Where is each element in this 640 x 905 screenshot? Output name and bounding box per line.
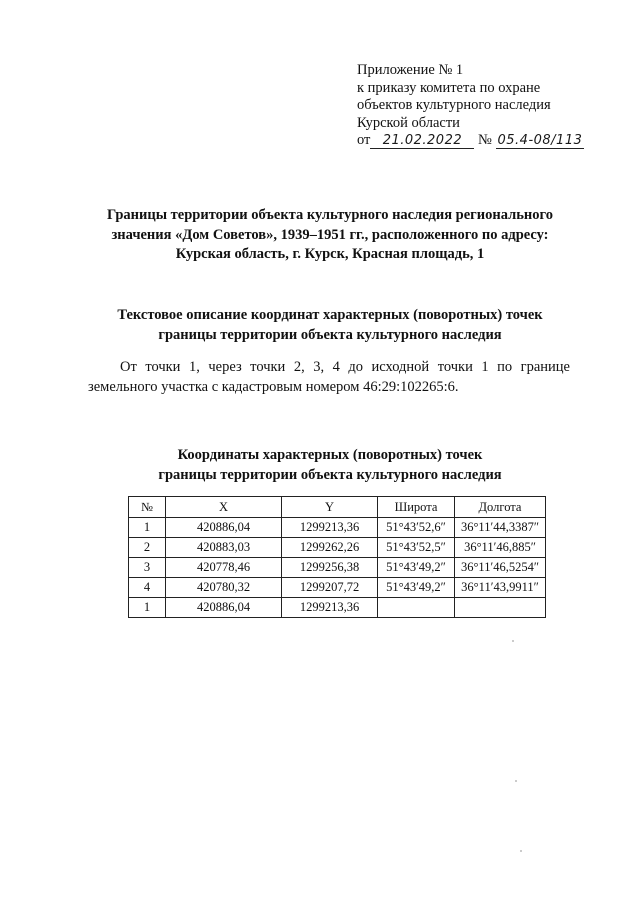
table-row: [129, 518, 546, 538]
table-cell: 3: [129, 558, 166, 578]
title-line: значения «Дом Советов», 1939–1951 гг., расположенного по адресу:: [111, 226, 549, 243]
header-cell: X: [166, 497, 282, 518]
table-cell: 4: [129, 578, 166, 598]
table-cell: 2: [129, 538, 166, 558]
title-line: Курская область, г. Курск, Красная площадь, 1: [175, 246, 485, 262]
description-heading-line: границы территории объекта культурного наследия: [158, 326, 502, 343]
appendix-title: Приложение № 1: [357, 62, 464, 78]
scan-speck: [512, 640, 514, 642]
table-cell: 420883,03: [166, 538, 282, 558]
table-cell: 51°43′52,6″: [378, 518, 455, 538]
title-line: Границы территории объекта культурного наследия регионального: [107, 207, 553, 223]
description-paragraph: [88, 357, 570, 397]
table-heading-line: Координаты характерных (поворотных) точек: [177, 447, 483, 463]
table-row: [129, 598, 546, 618]
coordinates-table: [128, 496, 546, 618]
table-cell: 420778,46: [166, 558, 282, 578]
appendix-date-number-line: [357, 132, 607, 150]
appendix-region-line: Курской области: [357, 114, 460, 131]
table-cell: 1299207,72: [282, 578, 378, 598]
table-cell: 36°11′46,885″: [455, 538, 546, 558]
header-cell: №: [129, 497, 166, 518]
appendix-order-line: к приказу комитета по охране: [357, 79, 541, 96]
table-cell: 1299213,36: [282, 518, 378, 538]
appendix-block: [357, 62, 607, 150]
handwritten-order-number: 05.4-08/113: [497, 133, 583, 148]
handwritten-date: 21.02.2022: [370, 134, 474, 149]
header-cell: Y: [282, 497, 378, 518]
scan-speck: [520, 850, 522, 852]
table-cell: 1299262,26: [282, 538, 378, 558]
table-cell: 36°11′43,9911″: [455, 578, 546, 598]
table-cell: 420780,32: [166, 578, 282, 598]
table-cell: 36°11′44,3387″: [455, 518, 546, 538]
description-heading-line: Текстовое описание координат характерных (поворотных) точек: [117, 307, 543, 323]
description-line: земельного участка с кадастровым номером 46:29:102265:6.: [88, 379, 459, 395]
table-cell: 420886,04: [166, 598, 282, 618]
table-cell: [455, 598, 546, 618]
appendix-committee-line: объектов культурного наследия: [357, 97, 551, 113]
table-row: [129, 538, 546, 558]
table-header-row: [129, 497, 546, 518]
table-cell: 420886,04: [166, 518, 282, 538]
table-row: [129, 578, 546, 598]
table-cell: 1: [129, 598, 166, 618]
table-cell: [378, 598, 455, 618]
date-prefix: от: [357, 132, 371, 148]
table-cell: 51°43′49,2″: [378, 578, 455, 598]
table-cell: 1299256,38: [282, 558, 378, 578]
table-heading: [60, 446, 600, 485]
table-row: [129, 558, 546, 578]
number-prefix: №: [478, 132, 492, 148]
table-cell: 1299213,36: [282, 598, 378, 618]
table-cell: 1: [129, 518, 166, 538]
header-cell: Широта: [378, 497, 455, 518]
table-cell: 36°11′46,5254″: [455, 558, 546, 578]
table-cell: 51°43′52,5″: [378, 538, 455, 558]
header-cell: Долгота: [455, 497, 546, 518]
table-heading-line: границы территории объекта культурного наследия: [158, 466, 502, 483]
description-heading: [60, 306, 600, 345]
description-line: От точки 1, через точки 2, 3, 4 до исходной точки 1 по границе: [120, 359, 570, 375]
table-cell: 51°43′49,2″: [378, 558, 455, 578]
document-title: [60, 206, 600, 265]
scan-speck: [515, 780, 517, 782]
